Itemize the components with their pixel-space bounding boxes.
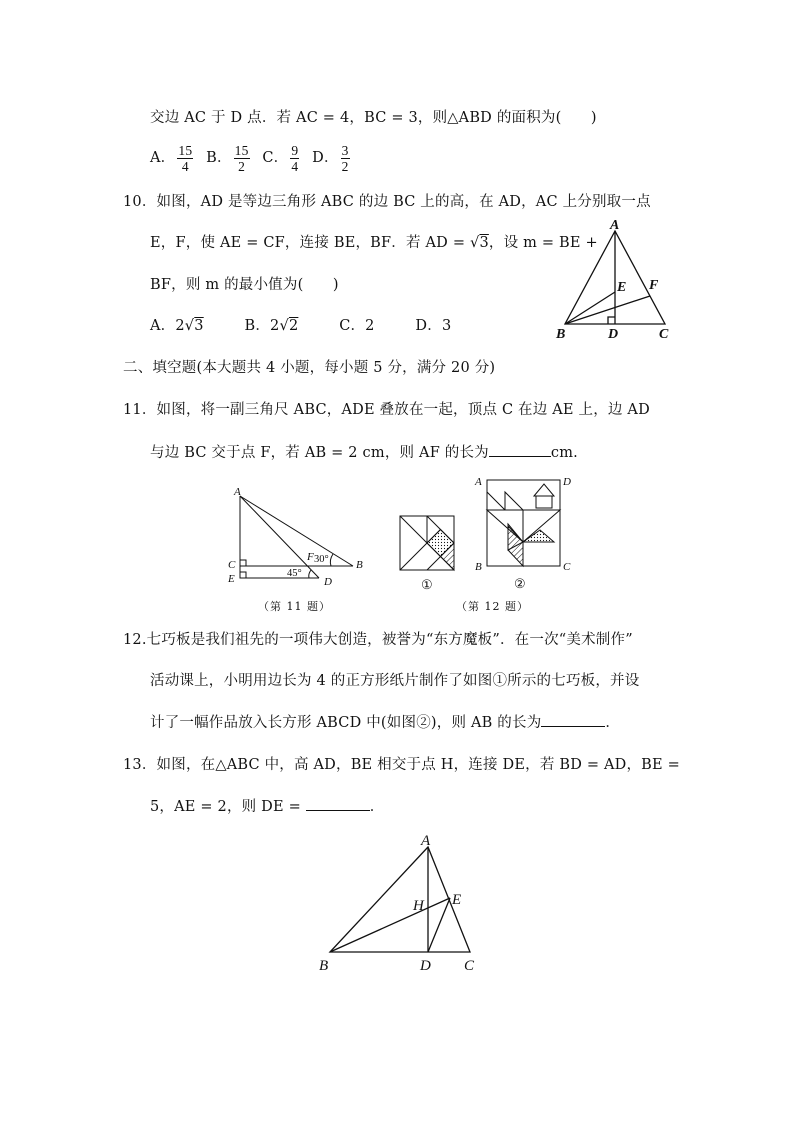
q10-options <box>150 316 451 336</box>
q9-continuation: 交边 AC 于 D 点．若 AC = 4，BC = 3，则△ABD 的面积为( ) <box>150 110 597 126</box>
section-2-heading: 二、填空题(本大题共 4 小题，每小题 5 分，满分 20 分) <box>123 360 496 376</box>
answer-blank[interactable] <box>541 712 605 727</box>
label-b: B <box>356 559 363 571</box>
label-b: B <box>556 327 566 342</box>
q9-option-d-fraction: $\frac{3}{2}$ <box>341 142 349 174</box>
right-angle-e <box>240 572 246 578</box>
q11-unit: cm. <box>550 445 578 461</box>
q11-line-2-text: 与边 BC 交于点 F，若 AB = 2 cm，则 AF 的长为 <box>150 445 489 461</box>
tangram-dotted-piece <box>523 530 554 542</box>
q9-option-c-fraction: $\frac{9}{4}$ <box>291 142 299 174</box>
q13-line-2-end: ． <box>369 799 385 815</box>
label-c: C <box>464 958 475 974</box>
right-angle-mark <box>608 317 615 324</box>
label-b: B <box>475 561 482 573</box>
label-a: A <box>475 476 482 488</box>
q10-option-a: A．2 <box>150 318 185 334</box>
q10-line-2-text-b: ，设 m = BE + <box>488 235 598 251</box>
label-f: F <box>649 278 659 293</box>
q9-options <box>150 138 352 178</box>
label-h: H <box>413 898 424 914</box>
label-d: D <box>608 327 619 342</box>
fig-1-label: ① <box>421 577 433 592</box>
label-d: D <box>563 476 571 488</box>
sqrt-icon: √ <box>469 235 480 251</box>
label-d: D <box>420 958 431 974</box>
q9-option-d-label: D． <box>312 150 339 166</box>
label-f: F <box>307 551 314 563</box>
q12-line-3-text: 计了一幅作品放入长方形 ABCD 中(如图②)，则 AB 的长为 <box>150 715 542 731</box>
label-e: E <box>452 892 462 908</box>
q11-caption: （第 11 题） <box>258 600 331 613</box>
q11-figure <box>225 484 375 590</box>
tangram-line <box>400 543 427 570</box>
q12-line-3-end: ． <box>605 715 621 731</box>
q10-line-2-text: E，F，使 AE = CF，连接 BE，BF．若 AD = <box>150 235 470 251</box>
q10-option-b-sqrt: 2 <box>288 318 299 334</box>
tangram-small-triangle <box>505 492 523 510</box>
label-a: A <box>610 218 620 233</box>
answer-blank[interactable] <box>489 442 551 457</box>
label-c: C <box>563 561 571 573</box>
label-c: C <box>659 327 669 342</box>
q10-figure <box>552 214 682 344</box>
label-b: B <box>319 958 329 974</box>
label-a: A <box>234 486 241 498</box>
q10-option-a-sqrt: 3 <box>194 318 204 334</box>
q13-line-2 <box>150 796 384 817</box>
q10-option-c: C．2 <box>339 318 375 334</box>
right-angle-c <box>240 560 246 566</box>
angle-arc-45 <box>309 570 311 578</box>
q9-option-a-fraction: $\frac{15}{4}$ <box>178 142 193 174</box>
q10-line-3: BF，则 m 的最小值为( ) <box>150 277 339 293</box>
label-e: E <box>228 573 235 585</box>
q12-caption: （第 12 题） <box>456 600 529 613</box>
q13-figure <box>314 832 494 980</box>
q12-figure-1 <box>398 514 456 594</box>
label-c: C <box>228 559 236 571</box>
q10-line-2 <box>150 233 598 253</box>
q10-option-d: D．3 <box>415 318 452 334</box>
label-e: E <box>617 280 627 295</box>
edge-ab <box>240 496 353 566</box>
q9-option-b-fraction: $\frac{15}{2}$ <box>234 142 249 174</box>
q12-figure-2 <box>470 470 580 594</box>
q12-line-2: 活动课上，小明用边长为 4 的正方形纸片制作了如图①所示的七巧板，并设 <box>150 673 640 689</box>
tangram-line <box>427 557 441 571</box>
q13-line-2-text: 5，AE = 2，则 DE = <box>150 799 306 815</box>
sqrt-icon: √ <box>184 318 195 334</box>
tangram-roof <box>534 484 554 496</box>
q9-option-c-label: C． <box>262 150 289 166</box>
angle-30-label: 30° <box>314 554 329 565</box>
q12-line-1: 12.七巧板是我们祖先的一项伟大创造，被誉为“东方魔板”．在一次“美术制作” <box>123 632 633 648</box>
answer-blank[interactable] <box>306 796 370 811</box>
q10-sqrt-value: 3 <box>479 235 489 251</box>
q9-option-b-label: B． <box>206 150 232 166</box>
q12-line-3 <box>150 712 620 733</box>
angle-45-label: 45° <box>287 568 302 579</box>
q13-line-1: 13．如图，在△ABC 中，高 AD，BE 相交于点 H，连接 DE，若 BD = AD，BE = <box>123 757 680 773</box>
fig-2-label: ② <box>514 576 526 591</box>
tangram-hatched-piece <box>508 524 523 566</box>
sqrt-icon: √ <box>279 318 289 334</box>
q10-option-b: B．2 <box>244 318 280 334</box>
q11-line-1: 11．如图，将一副三角尺 ABC，ADE 叠放在一起，顶点 C 在边 AE 上，边 AD <box>123 402 650 418</box>
q9-option-a-label: A． <box>150 150 176 166</box>
label-a: A <box>421 833 431 849</box>
angle-arc-30 <box>330 554 333 566</box>
tangram-square <box>536 496 552 508</box>
q10-line-1: 10．如图，AD 是等边三角形 ABC 的边 BC 上的高，在 AD，AC 上分别取一点 <box>123 194 651 210</box>
tangram-small-triangle <box>487 492 505 510</box>
q11-line-2 <box>150 442 578 463</box>
label-d: D <box>324 576 332 588</box>
